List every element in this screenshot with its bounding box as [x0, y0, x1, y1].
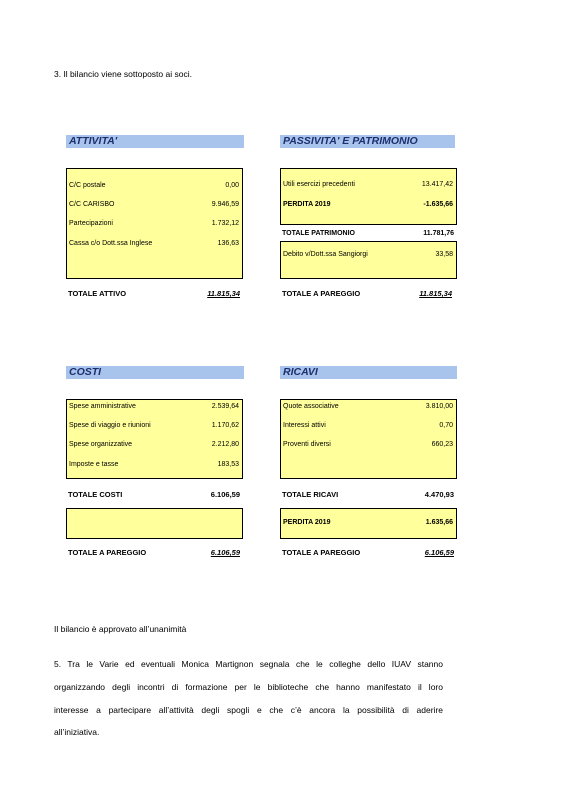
total-assets-value: 11.815,34	[207, 289, 240, 298]
item5-line1: 5. Tra le Varie ed eventuali Monica Martignon segnala che le colleghe dello IUAV stanno	[54, 659, 443, 669]
cost-label: Spese di viaggio e riunioni	[69, 422, 151, 429]
cost-label: Imposte e tasse	[69, 461, 119, 468]
cost-row	[69, 440, 239, 450]
item5-line3: interesse a partecipare all’attività degli spogli e che c’è ancora la possibilità di aderire	[54, 705, 443, 715]
item5-line4: all’iniziativa.	[54, 727, 100, 737]
revenues-header: RICAVI	[280, 366, 457, 379]
total-balance-row	[282, 288, 452, 299]
loss-value: 1.635,66	[425, 519, 453, 526]
revenue-label: Quote associative	[283, 403, 339, 410]
cost-value: 183,53	[217, 461, 239, 468]
liability-row	[283, 180, 453, 190]
debt-value: 33,58	[435, 251, 453, 258]
revenue-row	[283, 421, 453, 431]
loss-box	[280, 508, 457, 539]
loss-row	[283, 518, 453, 528]
liability-row	[283, 200, 453, 210]
asset-value: 136,63	[217, 240, 239, 247]
total-costs-row	[68, 489, 240, 500]
asset-row	[69, 219, 239, 229]
income-total-balance-right	[282, 547, 454, 558]
total-balance-value: 11.815,34	[419, 289, 452, 298]
liabilities-header: PASSIVITA' E PATRIMONIO	[280, 135, 455, 148]
revenue-value: 660,23	[431, 441, 453, 448]
asset-label: Partecipazioni	[69, 220, 113, 227]
cost-value: 1.170,62	[211, 422, 239, 429]
revenues-box	[280, 399, 457, 479]
asset-row	[69, 200, 239, 210]
debt-box	[280, 241, 457, 279]
costs-box	[66, 399, 243, 479]
liability-value: 13.417,42	[421, 181, 453, 188]
approval-paragraph: Il bilancio è approvato all’unanimità	[54, 624, 187, 634]
cost-row	[69, 402, 239, 412]
item5-line2: organizzando degli incontri di formazione per le biblioteche che hanno manifestato il loro	[54, 682, 443, 692]
liabilities-box	[280, 168, 457, 225]
cost-row	[69, 460, 239, 470]
liability-value: -1.635,66	[423, 201, 453, 208]
cost-label: Spese organizzative	[69, 441, 133, 448]
revenue-label: Proventi diversi	[283, 441, 331, 448]
total-balance-label: TOTALE A PAREGGIO	[282, 289, 361, 298]
revenue-row	[283, 402, 453, 412]
liability-label: PERDITA 2019	[283, 201, 331, 208]
intro-paragraph: 3. Il bilancio viene sottoposto ai soci.	[54, 69, 192, 79]
income-total-left-label: TOTALE A PAREGGIO	[68, 548, 147, 557]
income-total-balance-left	[68, 547, 240, 558]
assets-header: ATTIVITA'	[66, 135, 244, 148]
total-revenues-label: TOTALE RICAVI	[282, 490, 339, 499]
cost-label: Spese amministrative	[69, 403, 136, 410]
asset-label: C/C postale	[69, 182, 106, 189]
assets-box	[66, 168, 243, 279]
asset-label: C/C CARISBO	[69, 201, 115, 208]
income-total-right-value: 6.106,59	[424, 548, 454, 557]
total-revenues-value: 4.470,93	[424, 490, 454, 499]
cost-value: 2.212,80	[211, 441, 239, 448]
income-total-right-label: TOTALE A PAREGGIO	[282, 548, 361, 557]
total-assets-label: TOTALE ATTIVO	[68, 289, 127, 298]
asset-row	[69, 239, 239, 249]
asset-value: 0,00	[225, 182, 239, 189]
cost-value: 2.539,64	[211, 403, 239, 410]
revenue-label: Interessi attivi	[283, 422, 326, 429]
debt-label: Debito v/Dott.ssa Sangiorgi	[283, 251, 368, 258]
costs-header: COSTI	[66, 366, 244, 379]
total-revenues-row	[282, 489, 454, 500]
revenue-value: 3.810,00	[425, 403, 453, 410]
asset-label: Cassa c/o Dott.ssa Inglese	[69, 240, 153, 247]
total-equity-row	[282, 228, 454, 239]
revenue-row	[283, 440, 453, 450]
total-assets-row	[68, 288, 240, 299]
total-equity-label: TOTALE PATRIMONIO	[282, 230, 355, 237]
total-costs-label: TOTALE COSTI	[68, 490, 123, 499]
asset-value: 9.946,59	[211, 201, 239, 208]
loss-label: PERDITA 2019	[283, 519, 331, 526]
debt-row	[283, 250, 453, 260]
total-costs-value: 6.106,59	[210, 490, 240, 499]
cost-row	[69, 421, 239, 431]
asset-row	[69, 181, 239, 191]
asset-value: 1.732,12	[211, 220, 239, 227]
income-total-left-value: 6.106,59	[210, 548, 240, 557]
liability-label: Utili esercizi precedenti	[283, 181, 355, 188]
revenue-value: 0,70	[439, 422, 453, 429]
total-equity-value: 11.781,76	[423, 230, 454, 237]
cost-balance-box	[66, 508, 243, 539]
